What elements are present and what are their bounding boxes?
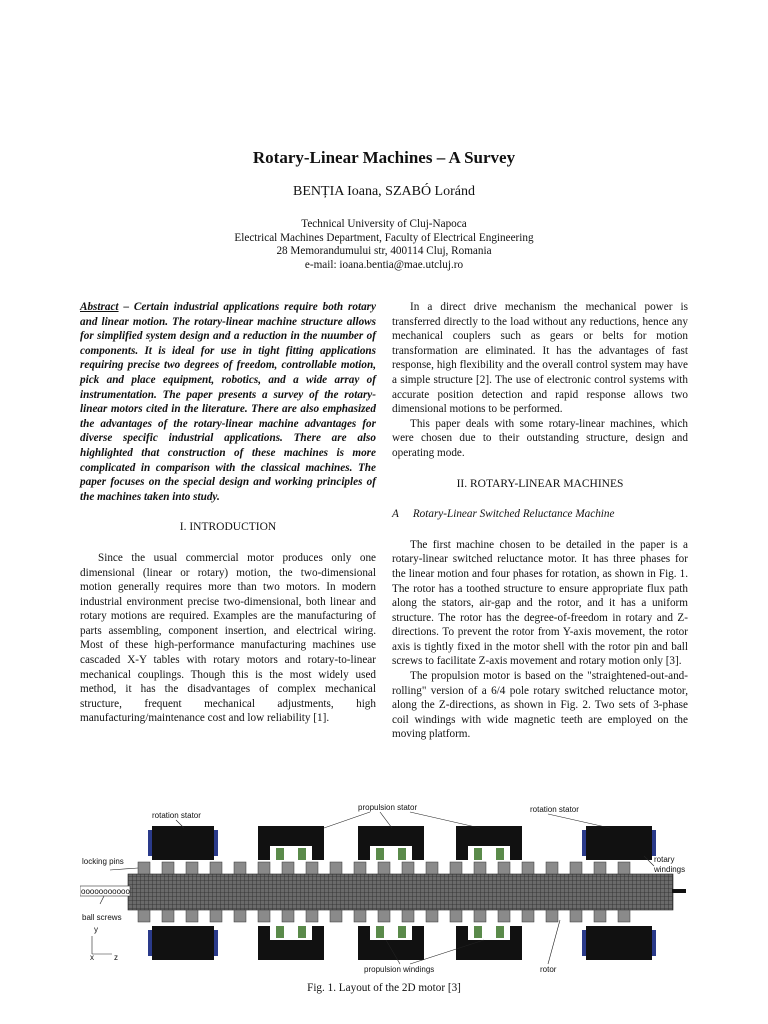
figure-2d-motor [80,800,690,980]
label-windings: windings [654,865,686,874]
section-heading-introduction: I. INTRODUCTION [179,521,277,534]
label-axis-x: x [90,953,94,962]
affiliation-block [0,218,768,272]
left-column [80,300,376,726]
label-locking-pins: locking pins [82,857,124,866]
subsection-heading-a [392,507,688,522]
affiliation-address: 28 Memorandumului str, 400114 Cluj, Romania [276,245,492,257]
abstract-label: Abstract [80,301,119,313]
right-column [392,300,688,742]
label-rotor: rotor [540,965,557,974]
label-propulsion-stator: propulsion stator [358,803,418,812]
label-ball-screws: ball screws [82,913,122,922]
subsection-title: Rotary-Linear Switched Reluctance Machine [412,508,615,521]
srm-paragraph: The first machine chosen to be detailed in the paper is a rotary-linear switched reluctance motor. It has three phases for the linear motion and four phases for rotation, as shown in Fig. 1. The rotor has a toothed structure to ensure appropriate flux path along the stators, air-gap and the rotor, and it has a uniform structure. The rotor has the degree-of-freedom in rotary and Z-directions. To prevent the rotor from Y-axis movement, the rotor axis is tightly fixed in the motor shell with the rotor pin and ball screws to facilitate Z-axis movement and rotary motion only [3]. [392,538,688,668]
label-axis-z: z [114,953,118,962]
figure-caption: Fig. 1. Layout of the 2D motor [3] [307,982,461,994]
abstract [80,300,376,504]
propulsion-paragraph: The propulsion motor is based on the "straightened-out-and-rolling" version of a 6/4 pole rotary switched reluctance motor, along the Z-directions, as shown in Fig. 2. Two sets of 3-phase coil windings with wide magnetic teeth are employed on the moving platform. [392,670,688,741]
label-propulsion-windings: propulsion windings [364,965,435,974]
paper-authors: BENȚIA Ioana, SZABÓ Loránd [293,184,475,199]
intro-paragraph: Since the usual commercial motor produces only one dimensional (linear or rotary) motion, the two-dimensional motion generally requires more than two motors. In modern industrial environment precise two-dimensional, both linear and rotary motions are required. Examples are the manufacturing of parts assembling, component insertion, and electrical wiring. Most of these high-performance manufacturing machines use cascaded X-Y tables with rotary motors and rotary-to-linear mechanical couplings. Though this is the most widely used method, it has the disadvantages of complex mechanical structure, frequent mechanical adjustments, high manufacturing/maintenance cost and low reliability [1]. [80,551,376,725]
affiliation-email: e-mail: ioana.bentia@mae.utcluj.ro [304,258,464,271]
paper-title: Rotary-Linear Machines – A Survey [252,148,516,167]
affiliation-department: Electrical Machines Department, Faculty of Electrical Engineering [234,231,534,244]
subsection-letter: A [392,508,399,521]
scope-paragraph: This paper deals with some rotary-linear machines, which were chosen due to their outstanding structure, design and operating mode. [392,417,688,459]
shaft-end-right [672,889,686,893]
affiliation-university: Technical University of Cluj-Napoca [301,218,467,230]
rotor-shaft [128,874,673,910]
label-axis-y: y [94,925,98,934]
ball-screw-pattern: ooooooooooo [81,887,130,896]
label-rotation-stator-left: rotation stator [152,811,201,820]
direct-drive-paragraph: In a direct drive mechanism the mechanical power is transferred directly to the load without any reductions, hence any mechanical couplers such as gears or belts for motion transformation are eliminated. It has the advantages of fast response, high flexibility and the overall control system may have a simple structure [2]. The use of electronic control systems with accurate position detection and rapid response allows two dimensional motions to be performed. [392,301,688,416]
section-heading-machines: II. ROTARY-LINEAR MACHINES [456,477,624,490]
label-rotary: rotary [654,855,675,864]
abstract-text: – Certain industrial applications require both rotary and linear motion. The rotary-linear machine structure allows for simplified system design and a reduction in the nuumber of components. It is ideal for use in tight fitting applications requiring precise two degrees of freedom, controllable motion, pick and place equipment, robotics, and a wide array of instrumentation. The paper presents a survey of the rotary-linear motors cited in the literature. There are also emphasized the advantages of the rotary-linear machine advantages for diverse specific industrial applications. There are also highlighted that construction of these machines is more complicated in comparison with the classical machines. The paper focuses on the special design and working principles of the machines taken into study. [80,301,376,503]
label-rotation-stator-right: rotation stator [530,805,579,814]
